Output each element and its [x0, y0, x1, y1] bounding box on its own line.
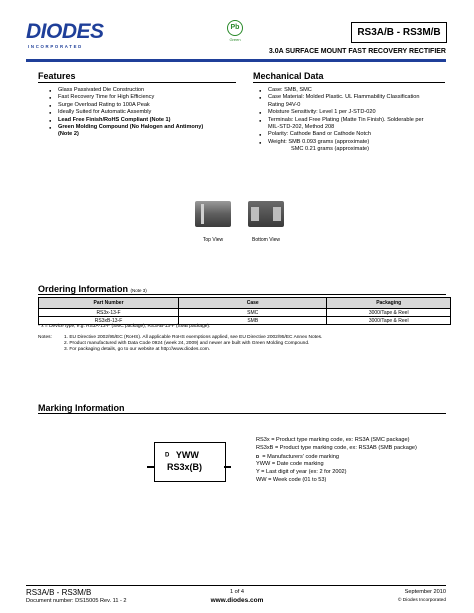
- package-top-view-image: [195, 201, 231, 227]
- legend-item: YWW = Date code marking: [256, 461, 324, 468]
- list-item: [258, 94, 448, 109]
- list-item-line: (Note 2): [58, 131, 79, 138]
- legend-item: [256, 453, 446, 462]
- notes-list: [64, 335, 446, 353]
- cathode-band: [201, 204, 204, 224]
- table-cell: RS3x-13-F: [39, 309, 179, 317]
- marking-legend: [256, 437, 446, 485]
- mechanical-list: [258, 87, 448, 154]
- ordering-heading: [38, 284, 147, 294]
- footer-date: September 2010: [404, 589, 446, 595]
- terminal-left: [251, 207, 259, 221]
- ordering-divider: [38, 294, 446, 295]
- marking-divider: [38, 413, 446, 414]
- table-header-row: [39, 298, 451, 309]
- terminal-right: [273, 207, 281, 221]
- legend-item: RS3x = Product type marking code, ex: RS3A (SMC package): [256, 437, 410, 443]
- table-header: Packaging: [327, 298, 451, 309]
- logo-subtext: INCORPORATED: [28, 44, 83, 49]
- lead-left: [147, 466, 154, 468]
- footer-document-number: Document number: DS15005 Rev. 11 - 2: [26, 598, 127, 604]
- ordering-title: Ordering Information: [38, 284, 128, 294]
- note-item: 1. EU Directive 2002/95/EC (RoHS). All applicable RoHS exemptions applied, see EU Directive 2002/95/EC Annex Notes.: [64, 335, 323, 340]
- green-label: Green: [229, 37, 241, 42]
- top-view-caption: Top View: [202, 237, 224, 243]
- chip-line-2: RS3x(B): [167, 462, 203, 472]
- logo-text: DIODES: [26, 20, 104, 43]
- list-item: ● Ideally Suited for Automatic Assembly: [48, 109, 248, 116]
- legend-text: = Manufacturers' code marking: [262, 453, 340, 460]
- table-cell: 3000/Tape & Reel: [327, 309, 451, 317]
- legend-item: Y = Last digit of year (ex: 2 for 2002): [256, 469, 347, 476]
- part-number-title: RS3A/B - RS3M/B: [351, 22, 447, 43]
- features-list: [48, 87, 248, 139]
- list-item: [258, 139, 448, 154]
- chip-date-code: YWW: [175, 450, 199, 460]
- table-cell: RS3xB-13-F: [39, 317, 179, 325]
- document-subtitle: 3.0A SURFACE MOUNT FAST RECOVERY RECTIFIER: [268, 48, 446, 55]
- table-cell: SMB: [179, 317, 327, 325]
- list-item: [48, 124, 248, 139]
- list-item: ● Moisture Sensitivity: Level 1 per J-STD-020: [258, 109, 448, 116]
- diodes-logo: [26, 21, 136, 51]
- notes-label: Notes:: [38, 335, 52, 340]
- footer-page-number: 1 of 4: [230, 589, 244, 595]
- marking-chip-diagram: [154, 442, 226, 482]
- mechanical-heading: Mechanical Data: [253, 71, 324, 81]
- list-item: ● Lead Free Finish/RoHS Compliant (Note 1): [48, 117, 248, 124]
- legend-item: WW = Week code (01 to 53): [256, 476, 327, 483]
- note-item: 3. For packaging details, go to our website at http://www.diodes.com.: [64, 347, 211, 352]
- table-header: Case: [179, 298, 327, 309]
- list-item-line: Weight: SMB 0.093 grams (approximate): [268, 138, 370, 145]
- list-item-line: Green Molding Compound (No Halogen and Antimony): [58, 124, 204, 131]
- header-rule: [26, 59, 446, 62]
- list-item: ● Polarity: Cathode Band or Cathode Notch: [258, 131, 448, 138]
- bottom-view-caption: Bottom View: [252, 237, 280, 243]
- mechanical-divider: [253, 82, 445, 83]
- manufacturer-logo-icon: D: [165, 452, 170, 459]
- table-cell: SMC: [179, 309, 327, 317]
- list-item-line: MIL-STD-202, Method 208: [268, 124, 335, 131]
- footer-website-link[interactable]: www.diodes.com: [210, 597, 264, 604]
- manufacturer-logo-icon: D: [256, 453, 260, 459]
- footer-part-number: RS3A/B - RS3M/B: [26, 588, 92, 597]
- pb-badge-text: Pb: [227, 20, 243, 36]
- package-bottom-view-image: [248, 201, 284, 227]
- lead-right: [224, 466, 231, 468]
- list-item: ● Fast Recovery Time for High Efficiency: [48, 94, 248, 101]
- footer-rule: [26, 585, 446, 586]
- list-item-line: SMC 0.21 grams (approximate): [291, 146, 370, 153]
- features-heading: Features: [38, 71, 76, 81]
- note-item: 2. Product manufactured with Data Code 0924 (week 24, 2009) and newer are built with Green Molding Compound.: [64, 341, 310, 346]
- ordering-table: [38, 297, 451, 325]
- footer-copyright: © Diodes Incorporated: [397, 598, 446, 603]
- list-item: ● Surge Overload Rating to 100A Peak: [48, 102, 248, 109]
- list-item: [258, 117, 448, 132]
- ordering-footnote: * x = Device type, e.g. RS3A-13-F (SMC package); RS3AB-13-F (SMB package).: [38, 324, 211, 329]
- list-item: ● Glass Passivated Die Construction: [48, 87, 248, 94]
- table-header: Part Number: [39, 298, 179, 309]
- table-cell: 3000/Tape & Reel: [327, 317, 451, 325]
- marking-heading: Marking Information: [38, 403, 125, 413]
- list-item-line: Case Material: Molded Plastic. UL Flammability Classification: [268, 94, 420, 101]
- list-item-line: Terminals: Lead Free Plating (Matte Tin Finish). Solderable per: [268, 116, 424, 123]
- green-pb-free-icon: [226, 20, 244, 44]
- list-item-line: Rating 94V-0: [268, 101, 301, 108]
- table-row: [39, 309, 451, 317]
- ordering-note: (Note 3): [130, 288, 147, 293]
- chip-line-1: [165, 450, 199, 461]
- legend-item: RS3xB = Product type marking code, ex: RS3AB (SMB package): [256, 444, 417, 451]
- list-item: ● Case: SMB, SMC: [258, 87, 448, 94]
- features-divider: [38, 82, 236, 83]
